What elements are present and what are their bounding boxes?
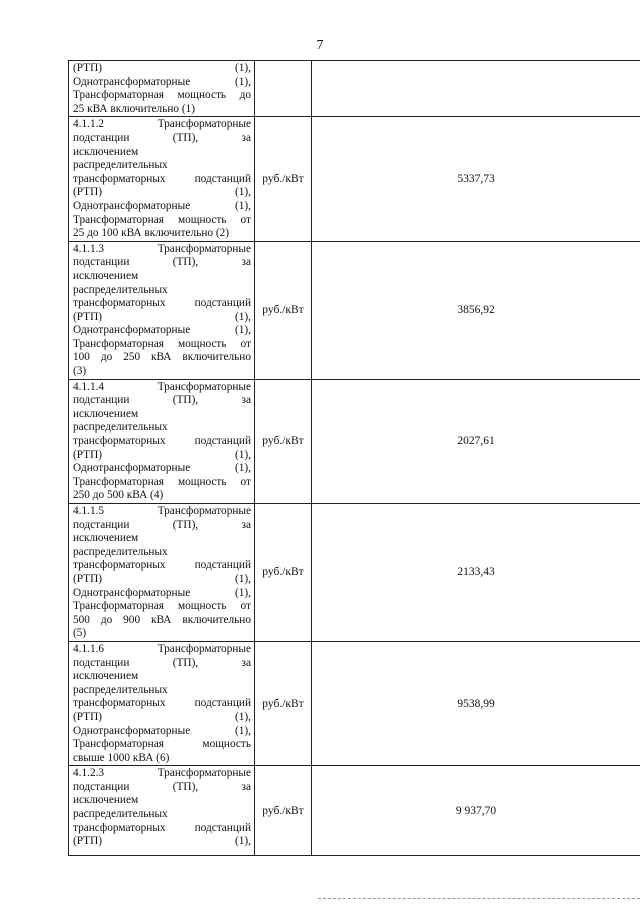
description-line: исключением (73, 145, 139, 158)
description-cell (69, 379, 255, 503)
description-text (69, 61, 254, 116)
description-line: подстанции (ТП), за (73, 656, 251, 669)
description-line: подстанции (ТП), за (73, 394, 251, 407)
table-row (69, 241, 640, 379)
page-number: 7 (316, 38, 324, 53)
unit-cell (255, 61, 312, 117)
description-line: (РТП) (1), (73, 710, 251, 723)
description-line: распределительных (73, 545, 168, 558)
description-line: 4.1.1.2 Трансформаторные (73, 118, 251, 131)
description-line: Однотрансформаторные (1), (73, 724, 251, 737)
description-text (69, 117, 254, 240)
description-line: трансформаторных подстанций (73, 697, 251, 710)
table-row (69, 766, 640, 856)
description-line: подстанции (ТП), за (73, 518, 251, 531)
description-line: 100 до 250 кВА включительно (73, 351, 251, 364)
description-line: трансформаторных подстанций (73, 172, 251, 185)
description-line: 4.1.1.5 Трансформаторные (73, 505, 251, 517)
description-line: распределительных (73, 808, 168, 821)
table-row (69, 379, 640, 503)
description-line: Однотрансформаторные (1), (73, 462, 251, 475)
description-text (69, 380, 254, 503)
description-line: Трансформаторная мощность до (73, 89, 251, 102)
unit-cell: руб./кВт (255, 117, 312, 241)
description-line: трансформаторных подстанций (73, 559, 251, 572)
description-cell (69, 766, 255, 856)
description-cell (69, 117, 255, 241)
description-cell (69, 641, 255, 765)
description-line: свыше 1000 кВА (6) (73, 751, 170, 764)
description-cell (69, 241, 255, 379)
description-line: исключением (73, 532, 139, 545)
description-line: Трансформаторная мощность от (73, 600, 251, 613)
description-line: Трансформаторная мощность от (73, 213, 251, 226)
description-text (69, 504, 254, 641)
table-row (69, 641, 640, 765)
description-line: 250 до 500 кВА (4) (73, 489, 164, 502)
value-cell: 9 937,70 (312, 766, 640, 856)
value-cell: 2027,61 (312, 379, 640, 503)
description-line: трансформаторных подстанций (73, 435, 251, 448)
description-line: исключением (73, 794, 139, 807)
description-line: (РТП) (1), (73, 448, 251, 461)
description-line: 500 до 900 кВА включительно (73, 613, 251, 626)
description-line: (РТП) (1), (73, 835, 251, 848)
value-cell (312, 61, 640, 117)
description-line: Трансформаторная мощность (73, 738, 251, 751)
description-line: подстанции (ТП), за (73, 256, 251, 269)
description-line: распределительных (73, 421, 168, 434)
footer-rule (318, 898, 640, 899)
description-line: (РТП) (1), (73, 186, 251, 199)
description-cell (69, 61, 255, 117)
table-row (69, 117, 640, 241)
unit-cell: руб./кВт (255, 379, 312, 503)
description-line: (5) (73, 627, 87, 640)
table-row (69, 504, 640, 642)
description-line: Однотрансформаторные (1), (73, 199, 251, 212)
description-line: (РТП) (1), (73, 310, 251, 323)
description-text (69, 766, 254, 849)
description-cell (69, 504, 255, 642)
description-line: распределительных (73, 159, 168, 172)
description-line: (РТП) (1), (73, 62, 251, 74)
tariff-table (68, 60, 640, 856)
unit-cell: руб./кВт (255, 766, 312, 856)
description-line: Однотрансформаторные (1), (73, 586, 251, 599)
description-line: распределительных (73, 283, 168, 296)
description-line: Однотрансформаторные (1), (73, 324, 251, 337)
unit-cell: руб./кВт (255, 241, 312, 379)
description-line: распределительных (73, 683, 168, 696)
unit-cell: руб./кВт (255, 504, 312, 642)
description-line: Трансформаторная мощность от (73, 475, 251, 488)
description-text (69, 642, 254, 765)
description-line: 25 до 100 кВА включительно (2) (73, 227, 230, 240)
description-line: исключением (73, 407, 139, 420)
description-line: трансформаторных подстанций (73, 297, 251, 310)
description-line: (3) (73, 365, 87, 378)
description-line: 4.1.1.4 Трансформаторные (73, 380, 251, 393)
description-line: 4.1.2.3 Трансформаторные (73, 767, 251, 780)
description-line: (РТП) (1), (73, 572, 251, 585)
value-cell: 2133,43 (312, 504, 640, 642)
value-cell: 5337,73 (312, 117, 640, 241)
description-line: 4.1.1.6 Трансформаторные (73, 642, 251, 655)
value-cell: 9538,99 (312, 641, 640, 765)
description-line: трансформаторных подстанций (73, 821, 251, 834)
description-line: подстанции (ТП), за (73, 131, 251, 144)
table-row (69, 61, 640, 117)
description-line: Трансформаторная мощность от (73, 337, 251, 350)
description-line: подстанции (ТП), за (73, 780, 251, 793)
description-line: 25 кВА включительно (1) (73, 102, 196, 115)
value-cell: 3856,92 (312, 241, 640, 379)
description-line: исключением (73, 269, 139, 282)
description-line: исключением (73, 670, 139, 683)
description-text (69, 242, 254, 379)
unit-cell: руб./кВт (255, 641, 312, 765)
description-line: 4.1.1.3 Трансформаторные (73, 242, 251, 255)
description-line: Однотрансформаторные (1), (73, 75, 251, 88)
